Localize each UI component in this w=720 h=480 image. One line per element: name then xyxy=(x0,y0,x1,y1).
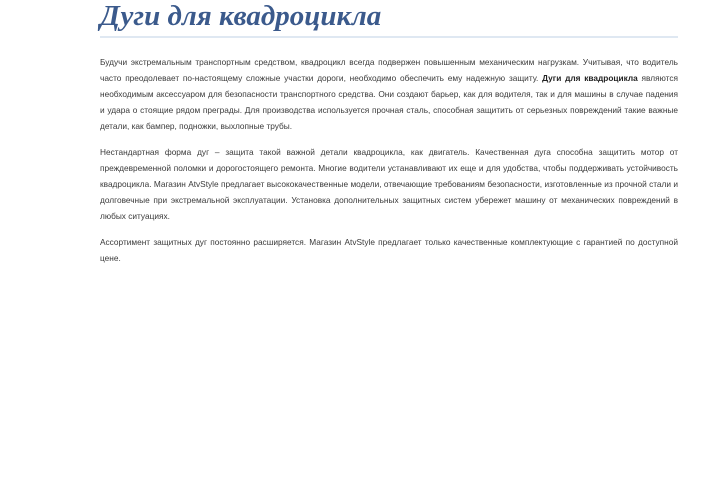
paragraph-engine-protection: Нестандартная форма дуг – защита такой важной детали квадроцикла, как двигатель. Качественная дуга способна защитить мотор от преждевременной поломки и дорогостоящего ремонта. Многие водители устанавливают их еще и для удобства, чтобы поддерживать устойчивость квадроцикла. Магазин AtvStyle предлагает высококачественные модели, отвечающие требованиям безопасности, изготовленные из прочной стали и долговечные при экстремальной эксплуатации. Установка дополнительных защитных систем убережет машину от механических повреждений в любых ситуациях. xyxy=(100,147,678,221)
paragraph-assortment: Ассортимент защитных дуг постоянно расширяется. Магазин AtvStyle предлагает только качественные комплектующие с гарантией по доступной цене. xyxy=(100,237,678,263)
paragraph-intro xyxy=(100,54,678,134)
keyword-highlight: Дуги для квадроцикла xyxy=(542,73,638,83)
paragraph-intro-end: являются необходимым аксессуаром для безопасности транспортного средства. Они создают барьер, как для водителя, так и для машины в случае падения и удара о стоящие рядом преграды. Для производства используется прочная сталь, способная защитить от серьезных повреждений такие важные детали, как бампер, подножки, выхлопные трубы. xyxy=(100,73,678,131)
page-title: Дуги для квадроцикла xyxy=(100,0,382,32)
title-divider xyxy=(100,36,678,38)
article xyxy=(100,0,678,266)
paragraph-intro-start: Будучи экстремальным транспортным средством, квадроцикл всегда подвержен повышенным механическим нагрузкам. Учитывая, что водитель часто преодолевает по-настоящему сложные участки дороги, необходимо обеспечить ему надежную защиту. xyxy=(100,57,678,83)
